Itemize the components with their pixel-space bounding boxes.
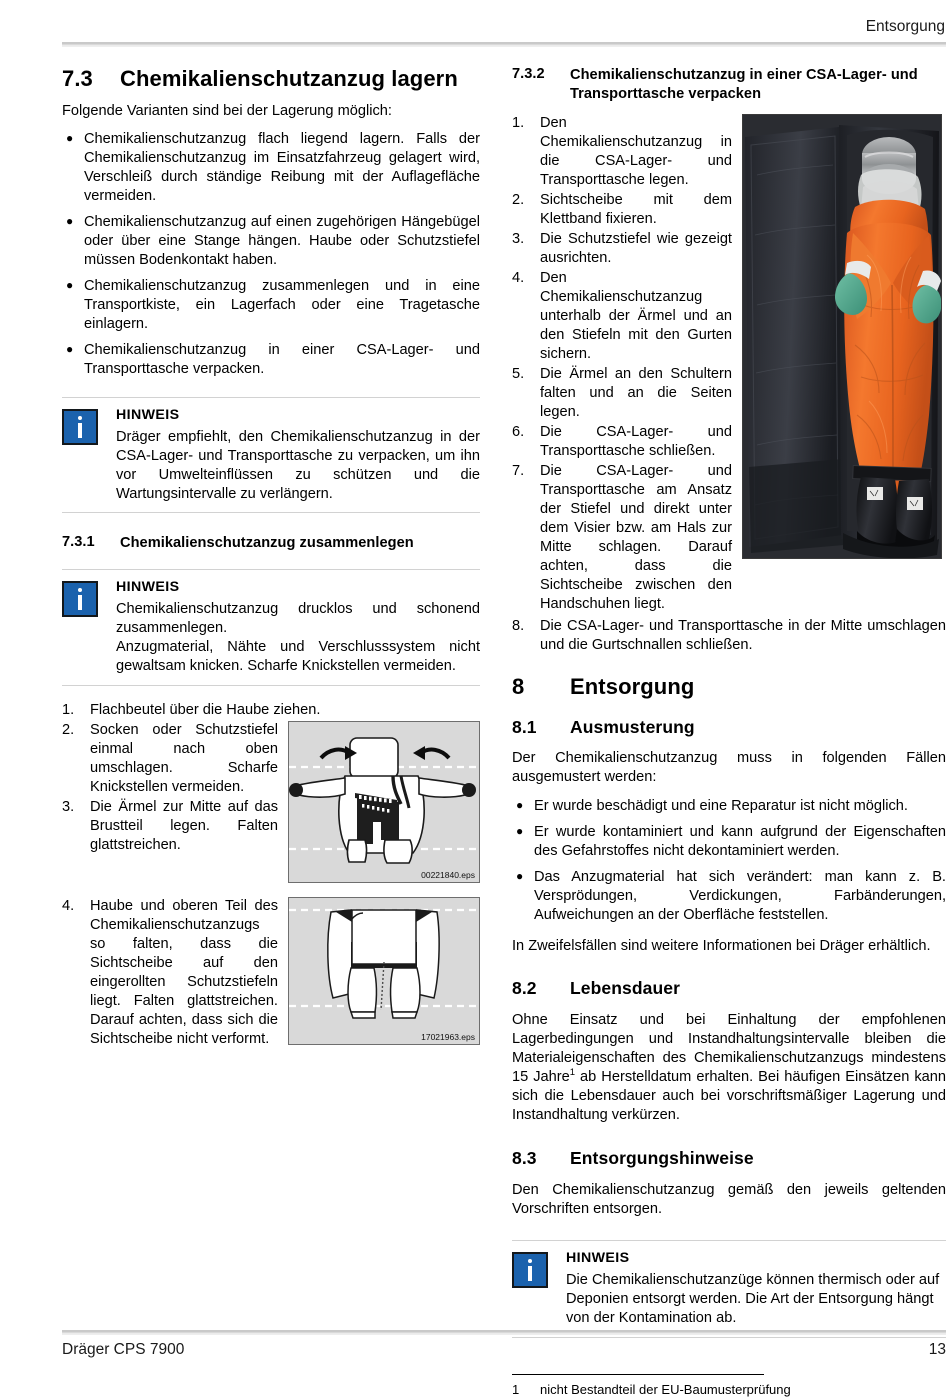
heading-8-3-title: Entsorgungshinweise bbox=[570, 1148, 754, 1168]
notice-text-line-2: Anzugmaterial, Nähte und Verschlusssystem nicht gewaltsam knicken. Scharfe Knickstellen vermeiden. bbox=[116, 639, 480, 675]
bullet-text: Chemikalienschutzanzug auf einen zugehörigen Hängebügel oder über eine Stange hängen. Haube oder Schutzstiefel müssen Bodenkontakt haben. bbox=[84, 213, 480, 268]
bullet-marker: ● bbox=[516, 824, 524, 839]
notice-icon-wrap bbox=[512, 1250, 566, 1328]
steps-2-3-text bbox=[62, 721, 288, 856]
footnote bbox=[512, 1382, 946, 1398]
list-item bbox=[62, 277, 480, 334]
bullet-text: Er wurde beschädigt und eine Reparatur ist nicht möglich. bbox=[534, 798, 908, 815]
footnote-rule bbox=[512, 1374, 764, 1376]
packing-steps-with-photo bbox=[512, 114, 946, 614]
step-text: Die Ärmel zur Mitte auf das Brustteil legen. Falten glattstreichen. bbox=[90, 798, 278, 853]
footer-product-name: Dräger CPS 7900 bbox=[62, 1341, 185, 1358]
info-icon-dot bbox=[78, 416, 82, 420]
step-text: Haube und oberen Teil des Chemikalienschutzanzugs so falten, dass die Sichtscheibe auf den eingerollten Schutzstiefeln liegt. Falten glattstreichen. Darauf achten, dass sich die Sichtscheibe nicht verformt. bbox=[90, 897, 278, 1047]
right-column bbox=[512, 66, 946, 1399]
notice-content bbox=[566, 1250, 946, 1328]
left-column bbox=[62, 66, 480, 1050]
header-rule bbox=[62, 42, 946, 47]
heading-7-3 bbox=[62, 66, 480, 92]
step-number: 6. bbox=[512, 423, 525, 440]
step-number: 5. bbox=[512, 365, 525, 382]
list-item bbox=[62, 213, 480, 270]
heading-7-3-2 bbox=[512, 66, 946, 103]
step-text: Die CSA-Lager- und Transporttasche in der Mitte umschlagen und die Gurtschnallen schließen. bbox=[540, 617, 946, 653]
section-8-2-text bbox=[512, 1011, 946, 1125]
list-item bbox=[512, 230, 732, 268]
info-icon-dot bbox=[528, 1259, 532, 1263]
list-item bbox=[512, 617, 946, 655]
heading-7-3-1-number: 7.3.1 bbox=[62, 534, 95, 551]
section-7-3-intro: Folgende Varianten sind bei der Lagerung möglich: bbox=[62, 103, 392, 119]
info-icon bbox=[512, 1252, 548, 1288]
packing-step-8 bbox=[512, 617, 946, 655]
heading-7-3-2-title-line-1: Chemikalienschutzanzug in einer CSA-Lager- und bbox=[570, 67, 918, 83]
list-item bbox=[512, 823, 946, 861]
step-text: Socken oder Schutzstiefel einmal nach oben umschlagen. Scharfe Knickstellen vermeiden. bbox=[90, 721, 278, 795]
heading-7-3-1 bbox=[62, 534, 480, 553]
folding-steps-1-3 bbox=[62, 701, 480, 720]
heading-8-2 bbox=[512, 978, 946, 999]
notice-title: HINWEIS bbox=[566, 1249, 630, 1266]
info-icon-stem bbox=[78, 595, 82, 610]
folding-steps-2-3 bbox=[62, 721, 278, 855]
heading-8-1-title: Ausmusterung bbox=[570, 717, 695, 738]
list-item bbox=[512, 462, 732, 614]
step-number: 2. bbox=[512, 192, 525, 209]
step-text: Flachbeutel über die Haube ziehen. bbox=[90, 702, 321, 719]
section-7-3-bullet-list bbox=[62, 130, 480, 379]
list-item bbox=[62, 701, 480, 720]
heading-8-number: 8 bbox=[512, 674, 525, 700]
notice-icon-wrap bbox=[62, 579, 116, 676]
heading-8-2-number: 8.2 bbox=[512, 978, 537, 999]
bullet-marker: ● bbox=[66, 277, 74, 292]
page-footer bbox=[62, 1330, 946, 1359]
bullet-marker: ● bbox=[66, 341, 74, 356]
bullet-marker: ● bbox=[516, 869, 524, 884]
notice-box-storage bbox=[62, 397, 480, 514]
packing-steps-1-7 bbox=[512, 114, 732, 613]
list-item bbox=[62, 130, 480, 206]
list-item bbox=[512, 797, 946, 816]
photo-suit-in-transport-bag bbox=[742, 114, 942, 559]
step-number: 2. bbox=[62, 721, 75, 738]
info-icon bbox=[62, 409, 98, 445]
notice-title: HINWEIS bbox=[116, 406, 180, 423]
step-text: Die CSA-Lager- und Transporttasche schließen. bbox=[540, 423, 732, 459]
heading-7-3-2-title bbox=[570, 66, 946, 103]
packing-steps-text bbox=[512, 114, 742, 614]
figure-suit-folded bbox=[288, 897, 480, 1045]
heading-7-3-1-title: Chemikalienschutzanzug zusammenlegen bbox=[120, 535, 414, 552]
bullet-text: Das Anzugmaterial hat sich verändert: man kann z. B. Versprödungen, Verdickungen, Farbänderungen, Aufweichungen an der Oberfläche feststellen. bbox=[534, 869, 946, 924]
info-icon bbox=[62, 581, 98, 617]
folding-step-4 bbox=[62, 897, 278, 1049]
step-number: 7. bbox=[512, 462, 525, 479]
footnote-area bbox=[512, 1374, 946, 1399]
steps-with-figure-1 bbox=[62, 721, 480, 883]
list-item bbox=[62, 341, 480, 379]
step-text: Die Schutzstiefel wie gezeigt ausrichten. bbox=[540, 231, 732, 267]
list-item bbox=[62, 897, 278, 1049]
section-8-1-closing: In Zweifelsfällen sind weitere Informationen bei Dräger erhältlich. bbox=[512, 938, 931, 955]
info-icon-dot bbox=[78, 588, 82, 592]
list-item bbox=[512, 191, 732, 229]
notice-text-line-1: Chemikalienschutzanzug drucklos und schonend zusammenlegen. bbox=[116, 601, 480, 637]
list-item bbox=[512, 114, 732, 190]
notice-title: HINWEIS bbox=[116, 579, 180, 596]
notice-text: Dräger empfiehlt, den Chemikalienschutzanzug in der CSA-Lager- und Transporttasche zu verpacken, um ihn vor Umwelteinflüssen zu schützen und die Wartungsintervalle zu verlängern. bbox=[116, 428, 480, 502]
notice-text: Die Chemikalienschutzanzüge können thermisch oder auf Deponien entsorgt werden. Die Art der Entsorgung hängt von der Kontamination ab. bbox=[566, 1271, 940, 1326]
footnote-reference: 1 bbox=[569, 1067, 576, 1079]
heading-8-2-title: Lebensdauer bbox=[570, 978, 681, 999]
notice-icon-wrap bbox=[62, 407, 116, 504]
step-text: Die CSA-Lager- und Transporttasche am Ansatz der Stiefel und direkt unter dem Visier bzw. am Hals zur Mitte schlagen. Darauf achten, dass die Sichtscheibe zwischen den Handschuhen liegt. bbox=[540, 462, 732, 612]
section-8-1-intro: Der Chemikalienschutzanzug muss in folgenden Fällen ausgemustert werden: bbox=[512, 750, 946, 786]
bullet-text: Chemikalienschutzanzug flach liegend lagern. Falls der Chemikalienschutzanzug im Einsatzfahrzeug gelagert wird, Verschleiß durch ständige Reibung mit der Auflagefläche vermeiden. bbox=[84, 130, 480, 204]
step-number: 1. bbox=[62, 702, 75, 719]
step-text: Sichtscheibe mit dem Klettband fixieren. bbox=[540, 192, 732, 228]
notice-box-disposal bbox=[512, 1240, 946, 1338]
list-item bbox=[62, 721, 278, 797]
list-item bbox=[512, 269, 732, 364]
step-number: 1. bbox=[512, 115, 525, 132]
step-text: Den Chemikalienschutzanzug in die CSA-Lager- und Transporttasche legen. bbox=[540, 115, 732, 189]
notice-text bbox=[116, 600, 480, 676]
figure-2-artwork bbox=[289, 898, 480, 1045]
list-item bbox=[512, 868, 946, 925]
bullet-marker: ● bbox=[516, 798, 524, 813]
steps-with-figure-2 bbox=[62, 897, 480, 1050]
list-item bbox=[512, 423, 732, 461]
footer-rule bbox=[62, 1330, 946, 1335]
heading-8-title: Entsorgung bbox=[570, 674, 695, 700]
section-8-2-text-part-1: Ohne Einsatz und bei Einhaltung der empfohlenen Lagerbedingungen und Instandhaltungsintervalle bleiben die Materialeigenschaften des Chemikalienschutzanzugs mindestens 15 Jahre bbox=[512, 1012, 946, 1086]
heading-7-3-2-title-line-2: Transporttasche verpacken bbox=[570, 85, 762, 102]
heading-8-1 bbox=[512, 717, 946, 738]
step-number: 3. bbox=[62, 798, 75, 815]
footnote-text: nicht Bestandteil der EU-Baumusterprüfung bbox=[540, 1382, 791, 1398]
step-text: Die Ärmel an den Schultern falten und an die Seiten legen. bbox=[540, 365, 732, 420]
step-number: 3. bbox=[512, 231, 525, 248]
notice-box-folding bbox=[62, 569, 480, 686]
photo-artwork bbox=[743, 115, 942, 559]
notice-content bbox=[116, 407, 480, 504]
bullet-text: Chemikalienschutzanzug zusammenlegen und in eine Transportkiste, ein Lagerfach oder eine Tragetasche einlagern. bbox=[84, 277, 480, 332]
step-number: 4. bbox=[512, 270, 525, 287]
footer-row bbox=[62, 1341, 946, 1359]
footnote-number: 1 bbox=[512, 1382, 520, 1398]
heading-8-3 bbox=[512, 1148, 946, 1169]
step-number: 4. bbox=[62, 897, 75, 914]
section-8-1-bullet-list bbox=[512, 797, 946, 925]
bullet-text: Chemikalienschutzanzug in einer CSA-Lager- und Transporttasche verpacken. bbox=[84, 341, 480, 377]
header-chapter-title: Entsorgung bbox=[865, 18, 945, 35]
step-number: 8. bbox=[512, 617, 525, 634]
heading-8-1-number: 8.1 bbox=[512, 717, 537, 738]
figure-suit-flat-layout bbox=[288, 721, 480, 883]
page-header bbox=[62, 18, 946, 47]
info-icon-stem bbox=[528, 1266, 532, 1281]
bullet-marker: ● bbox=[66, 130, 74, 145]
heading-7-3-title: Chemikalienschutzanzug lagern bbox=[120, 66, 458, 91]
bullet-marker: ● bbox=[66, 213, 74, 228]
heading-7-3-number: 7.3 bbox=[62, 66, 93, 91]
step-4-text bbox=[62, 897, 288, 1050]
heading-8-3-number: 8.3 bbox=[512, 1148, 537, 1168]
step-text: Den Chemikalienschutzanzug unterhalb der Ärmel und an den Stiefeln mit den Gurten sichern. bbox=[540, 270, 732, 362]
list-item bbox=[512, 365, 732, 422]
figure-2-caption: 17021963.eps bbox=[421, 1031, 475, 1042]
info-icon-stem bbox=[78, 423, 82, 438]
footer-page-number: 13 bbox=[928, 1341, 946, 1358]
figure-1-artwork bbox=[289, 722, 480, 883]
heading-7-3-2-number: 7.3.2 bbox=[512, 66, 545, 82]
section-8-2-text-part-2: ab Herstelldatum erhalten. Bei häufigen Einsätzen kann sich die Lebensdauer auch bei vorschriftsmäßiger Lagerung und Instandhaltung verkürzen. bbox=[512, 1069, 946, 1124]
bullet-text: Er wurde kontaminiert und kann aufgrund der Eigenschaften des Gefahrstoffes nicht dekontaminiert werden. bbox=[534, 824, 946, 860]
notice-content bbox=[116, 579, 480, 676]
figure-1-caption: 00221840.eps bbox=[421, 869, 475, 880]
list-item bbox=[62, 798, 278, 855]
heading-8 bbox=[512, 674, 946, 700]
section-8-3-text: Den Chemikalienschutzanzug gemäß den jeweils geltenden Vorschriften entsorgen. bbox=[512, 1182, 946, 1217]
